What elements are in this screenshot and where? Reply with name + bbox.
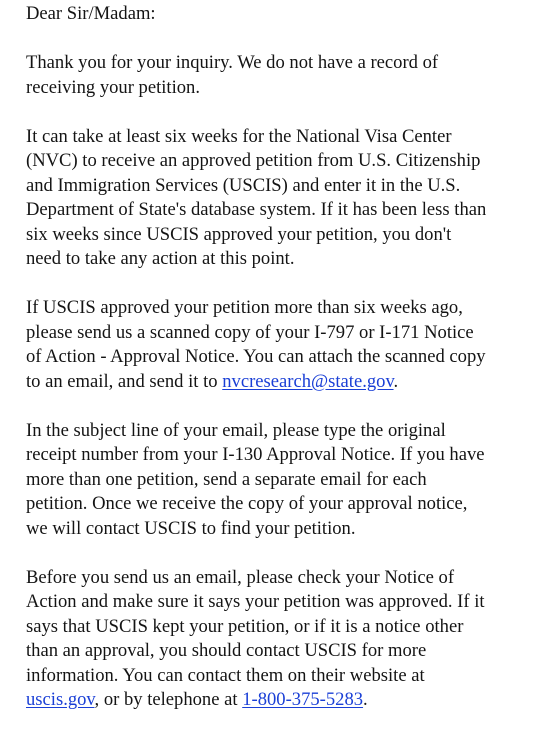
text-line: information. You can contact them on their website at	[26, 664, 425, 686]
nvcresearch-email-link[interactable]: nvcresearch@state.gov	[222, 370, 394, 392]
text-fragment: .	[363, 689, 368, 710]
text-line: more than one petition, send a separate email for each	[26, 468, 427, 490]
text-line: receipt number from your I-130 Approval Notice. If you have	[26, 444, 485, 465]
text-line: receiving your petition.	[26, 76, 201, 98]
paragraph-subject-line	[26, 419, 518, 542]
greeting: Dear Sir/Madam:	[26, 3, 156, 24]
text-line: of Action - Approval Notice. You can attach the scanned copy	[26, 346, 486, 367]
paragraph-processing-time	[26, 125, 518, 272]
text-fragment: , or by telephone at	[94, 689, 243, 710]
text-line: Action and make sure it says your petition was approved. If it	[26, 591, 485, 612]
text-line: need to take any action at this point.	[26, 248, 295, 269]
text-line: If USCIS approved your petition more than six weeks ago,	[26, 297, 463, 318]
text-fragment: .	[393, 370, 399, 392]
text-line: please send us a scanned copy of your I-797 or I-171 Notice	[26, 321, 474, 343]
text-line: six weeks since USCIS approved your petition, you don't	[26, 223, 452, 245]
paragraph-record-not-found	[26, 51, 518, 100]
text-line: and Immigration Services (USCIS) and enter it in the U.S.	[26, 174, 461, 196]
text-line: says that USCIS kept your petition, or if it is a notice other	[26, 615, 464, 637]
text-line	[26, 370, 518, 395]
uscis-website-link[interactable]: uscis.gov	[26, 689, 95, 710]
uscis-phone-link[interactable]: 1-800-375-5283	[242, 689, 364, 710]
text-line: (NVC) to receive an approved petition from U.S. Citizenship	[26, 150, 481, 171]
text-line: It can take at least six weeks for the National Visa Center	[26, 125, 452, 147]
text-line	[26, 688, 518, 713]
text-line: we will contact USCIS to find your petition.	[26, 517, 356, 539]
text-line: than an approval, you should contact USCIS for more	[26, 640, 427, 661]
text-fragment: to an email, and send it to	[26, 370, 223, 392]
text-line: Before you send us an email, please check your Notice of	[26, 566, 455, 588]
paragraph-send-copy	[26, 296, 518, 394]
text-line: Thank you for your inquiry. We do not have a record of	[26, 52, 439, 73]
text-line: petition. Once we receive the copy of your approval notice,	[26, 493, 468, 514]
paragraph-contact-uscis	[26, 566, 518, 713]
text-line: Department of State's database system. If it has been less than	[26, 199, 487, 220]
text-line: In the subject line of your email, please type the original	[26, 419, 446, 441]
